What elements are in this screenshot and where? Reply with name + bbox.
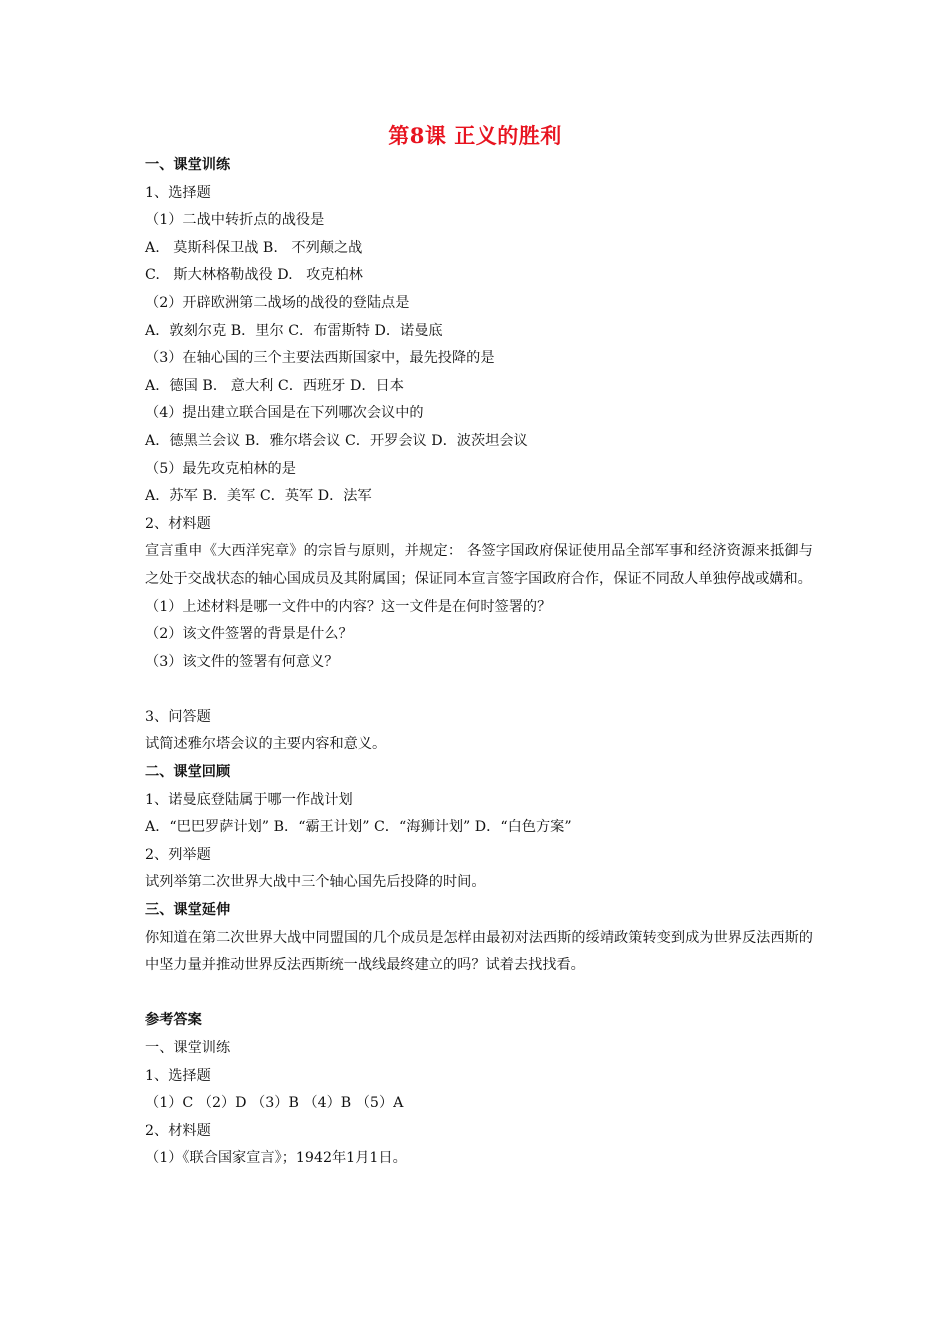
essay-question: 试简述雅尔塔会议的主要内容和意义。 <box>145 736 387 753</box>
choice-options-5: A．苏军 B．美军 C．英军 D．法军 <box>145 488 372 505</box>
lesson-title: 第8课 正义的胜利 <box>388 123 562 148</box>
choice-options-1a: A. 莫斯科保卫战 B. 不列颠之战 <box>145 239 363 256</box>
section-heading-classroom-extension: 三、课堂延伸 <box>145 902 231 919</box>
review-options-1: A．“巴巴罗萨计划” B．“霸王计划” C．“海狮计划” D．“白色方案” <box>145 819 572 836</box>
section-heading-classroom-review: 二、课堂回顾 <box>145 764 231 781</box>
choice-options-3: A．德国 B. 意大利 C．西班牙 D．日本 <box>145 377 404 394</box>
choice-question-2: （2）开辟欧洲第二战场的战役的登陆点是 <box>145 294 410 311</box>
choice-question-1: （1）二战中转折点的战役是 <box>145 212 325 229</box>
spacer <box>145 676 813 704</box>
material-question-1: （1）上述材料是哪一文件中的内容？这一文件是在何时签署的？ <box>145 598 552 615</box>
choice-options-2: A．敦刻尔克 B．里尔 C．布雷斯特 D．诺曼底 <box>145 322 443 339</box>
section-heading-classroom-training: 一、课堂训练 <box>145 157 231 173</box>
answers-choice-heading: 1、选择题 <box>145 1067 211 1084</box>
subheading-essay: 3、问答题 <box>145 708 211 725</box>
review-question-1: 1、诺曼底登陆属于哪一作战计划 <box>145 791 353 808</box>
choice-options-4: A．德黑兰会议 B．雅尔塔会议 C．开罗会议 D．波茨坦会议 <box>145 432 528 449</box>
review-question-2: 2、列举题 <box>145 846 211 863</box>
document-body <box>145 152 813 1173</box>
answers-choice: （1）C （2）D （3）B （4）B （5）A <box>145 1095 404 1112</box>
choice-options-1b: C. 斯大林格勒战役 D. 攻克柏林 <box>145 267 363 284</box>
answers-heading: 参考答案 <box>145 1012 202 1029</box>
extension-paragraph: 你知道在第二次世界大战中同盟国的几个成员是怎样由最初对法西斯的绥靖政策转变到成为世界反法西斯的中坚力量并推动世界反法西斯统一战线最终建立的吗？试着去找找看。 <box>145 929 813 974</box>
subheading-choice: 1、选择题 <box>145 184 211 201</box>
choice-question-3: （3）在轴心国的三个主要法西斯国家中，最先投降的是 <box>145 350 495 367</box>
spacer <box>145 980 813 1008</box>
answers-material-heading: 2、材料题 <box>145 1122 211 1139</box>
material-paragraph: 宣言重申《大西洋宪章》的宗旨与原则，并规定： 各签字国政府保证使用品全部军事和经济资源来抵御与之处于交战状态的轴心国成员及其附属国；保证同本宣言签字国政府合作，保证不同敌人单独停战或媾和。 <box>145 543 813 587</box>
material-question-3: （3）该文件的签署有何意义？ <box>145 653 339 670</box>
review-question-2-text: 试列举第二次世界大战中三个轴心国先后投降的时间。 <box>145 874 486 891</box>
answers-section-1: 一、课堂训练 <box>145 1040 231 1056</box>
subheading-material: 2、材料题 <box>145 515 211 532</box>
material-question-2: （2）该文件签署的背景是什么？ <box>145 626 353 643</box>
answers-material-1: （1）《联合国家宣言》；1942年1月1日。 <box>145 1150 407 1167</box>
choice-question-5: （5）最先攻克柏林的是 <box>145 460 296 477</box>
choice-question-4: （4）提出建立联合国是在下列哪次会议中的 <box>145 405 424 422</box>
